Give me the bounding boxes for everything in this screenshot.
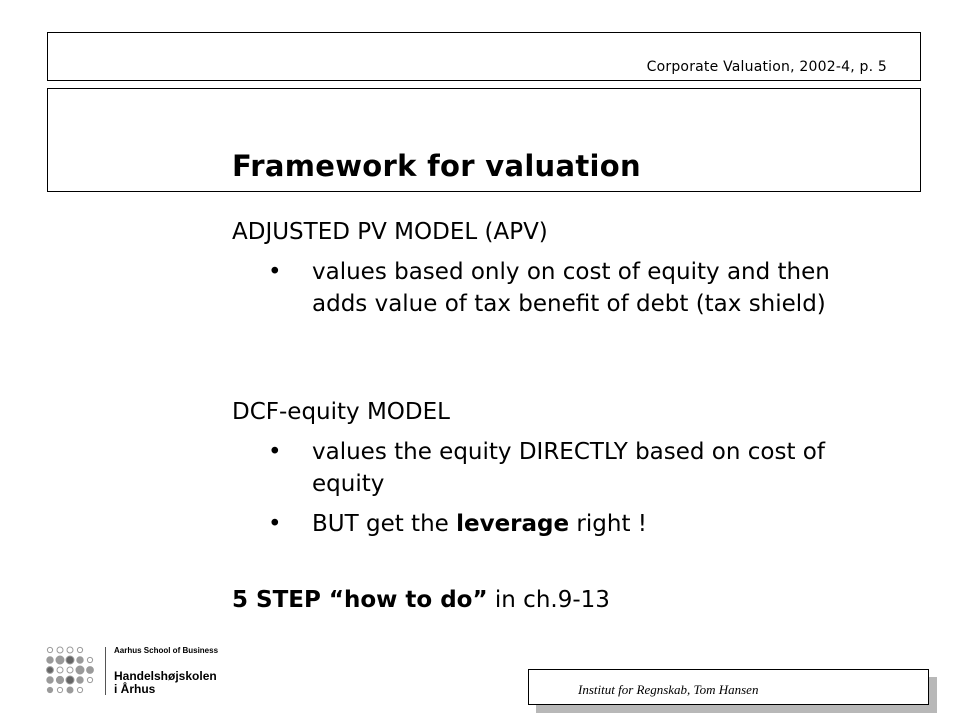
section-heading-apv: ADJUSTED PV MODEL (APV) — [232, 219, 548, 245]
steps-bold: 5 STEP “how to do” — [232, 587, 488, 613]
leverage-word: leverage — [456, 511, 570, 537]
logo-line-3: i Århus — [114, 682, 156, 696]
header-box — [47, 32, 921, 81]
logo-line-1: Aarhus School of Business — [114, 646, 219, 655]
bullet-text: values the equity DIRECTLY based on cost of equity — [312, 439, 825, 497]
bullet-dot: • — [268, 439, 282, 465]
bullet-dot: • — [268, 259, 282, 285]
logo-divider — [105, 647, 106, 695]
leverage-before: BUT get the — [312, 511, 457, 537]
section-heading-dcf: DCF-equity MODEL — [232, 399, 450, 425]
bullet-dot: • — [268, 511, 282, 537]
footer-box — [528, 669, 929, 705]
steps-line — [232, 584, 610, 616]
logo-line-2: Handelshøjskolen — [114, 669, 217, 683]
slide-title: Framework for valuation — [232, 149, 641, 183]
bullet-text — [312, 508, 872, 540]
title-box — [47, 88, 921, 192]
school-logo — [45, 645, 245, 697]
bullet-text: values based only on cost of equity and then adds value of tax benefit of debt (tax shield) — [312, 259, 830, 317]
dot-grid-logo-icon — [45, 645, 97, 697]
footer-text: Institut for Regnskab, Tom Hansen — [578, 682, 759, 697]
leverage-after: right ! — [569, 511, 648, 537]
steps-rest: in ch.9-13 — [487, 587, 610, 613]
slide-reference: Corporate Valuation, 2002-4, p. 5 — [646, 59, 887, 75]
